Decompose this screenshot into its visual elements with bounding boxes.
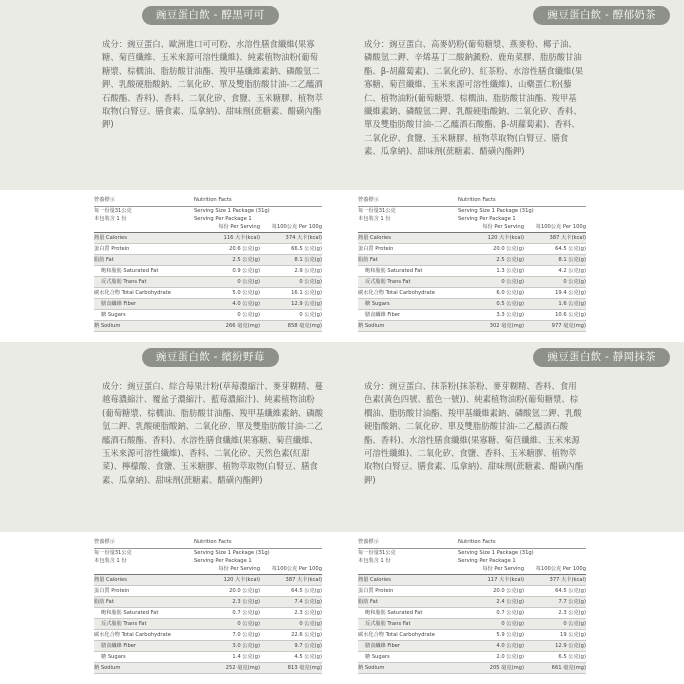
per-100g-value: 19 公克(g) (560, 632, 586, 638)
nutrient-name: 脂肪 Fat (358, 599, 378, 605)
nutrient-row (358, 652, 586, 663)
per-100g-value: 0 公克(g) (563, 279, 586, 285)
nutrient-name: 鈉 Sodium (94, 323, 121, 329)
nutrient-name: 脂肪 Fat (94, 257, 114, 263)
nutrient-name: 熱量 Calories (358, 235, 391, 241)
per-100g-value: 8.1 公克(g) (294, 257, 322, 263)
per-100g-value: 2.3 公克(g) (294, 610, 322, 616)
per-100g-value: 8.1 公克(g) (558, 257, 586, 263)
nutrition-label-zh: 本包裝含 1 份 (94, 216, 127, 222)
per-serving-value: 0 公克(g) (237, 312, 260, 318)
nutrient-name: 熱量 Calories (358, 577, 391, 583)
serving-size-row (94, 548, 322, 557)
per-100g-value: 12.9 公克(g) (291, 301, 322, 307)
per-serving-value: 205 毫克(mg) (489, 665, 524, 671)
nutrition-title-row (94, 196, 322, 204)
per-serving-value: 0.5 公克(g) (496, 301, 524, 307)
nutrition-label-zh: 營養標示 (94, 539, 115, 545)
per-serving-value: 252 毫克(mg) (225, 665, 260, 671)
nutrition-label-en: Serving Per Package 1 (194, 216, 252, 222)
nutrient-name: 反式脂肪 Trans Fat (101, 279, 147, 285)
per-serving-value: 2.5 公克(g) (232, 257, 260, 263)
per-100g-value: 813 毫克(mg) (287, 665, 322, 671)
nutrient-name: 鈉 Sodium (358, 665, 385, 671)
nutrient-row (94, 575, 322, 586)
nutrition-column-header (94, 223, 322, 233)
nutrient-row (94, 597, 322, 608)
nutrient-name: 反式脂肪 Trans Fat (365, 621, 411, 627)
nutrition-label-zh: 營養標示 (94, 197, 115, 203)
per-serving-value: 3.0 公克(g) (232, 643, 260, 649)
nutrient-name: 反式脂肪 Trans Fat (101, 621, 147, 627)
nutrient-row (358, 288, 586, 299)
ingredients-text: 成分：豌豆蛋白、抹茶粉(抹茶粉、麥芽糊精、香料、食用色素(黃色四號、藍色一號))、純素植物油粉(葡萄糖漿、棕櫚油、脂肪酸甘油酯、羧甲基纖維素鈉、磷酸氫二鉀、乳酸硬脂酸鈉、二氧化矽、單及雙脂肪酸甘油-二乙醯酒石酸酯、香料)、水溶性膳食纖維(果寡糖、菊苣纖維、玉米來源可溶性纖維)、二氧化矽、食鹽、香料、玉米糖膠、植物萃取物(白腎豆、膳食素、瓜拿納)、甜味劑(蔗糖素、醋磺內酯鉀) (364, 381, 584, 485)
nutrient-name: 脂肪 Fat (358, 257, 378, 263)
nutrient-name: 碳水化合物 Total Carbohydrate (358, 290, 435, 296)
nutrient-row (94, 619, 322, 630)
nutrition-label-zh: 每一份量31公克 (358, 208, 396, 214)
nutrient-name: 反式脂肪 Trans Fat (365, 279, 411, 285)
nutrition-label-zh: 每一份量31公克 (94, 208, 132, 214)
per-serving-value: 120 大卡(kcal) (223, 577, 260, 583)
per-serving-value: 4.0 公克(g) (496, 643, 524, 649)
per-serving-value: 20.0 公克(g) (493, 246, 524, 252)
column-spacer (358, 565, 458, 574)
column-spacer (94, 223, 194, 232)
per-serving-value: 1.4 公克(g) (232, 654, 260, 660)
per-100g-value: 0 公克(g) (299, 279, 322, 285)
per-100g-value: 7.7 公克(g) (558, 599, 586, 605)
per-serving-value: 7.0 公克(g) (232, 632, 260, 638)
per-100g-value: 977 毫克(mg) (551, 323, 586, 329)
per-100g-value: 7.4 公克(g) (294, 599, 322, 605)
per-100g-value: 2.3 公克(g) (558, 610, 586, 616)
nutrient-name: 糖 Sugars (365, 654, 390, 660)
per-100g-value: 19.4 公克(g) (555, 290, 586, 296)
per-100g-value: 0 公克(g) (299, 312, 322, 318)
per-100g-value: 374 大卡(kcal) (285, 235, 322, 241)
per-serving-value: 0 公克(g) (501, 621, 524, 627)
product-panel (342, 342, 684, 684)
column-spacer (358, 223, 458, 232)
ingredients-band (342, 342, 684, 532)
nutrition-table (358, 538, 586, 674)
nutrition-column-header (358, 565, 586, 575)
nutrient-row (94, 299, 322, 310)
nutrient-row (358, 575, 586, 586)
nutrient-name: 蛋白質 Protein (358, 246, 394, 252)
nutrient-name: 脂肪 Fat (94, 599, 114, 605)
per-100g-header: 每100公克 Per 100g (535, 566, 586, 572)
nutrient-row (358, 277, 586, 288)
per-serving-value: 0 公克(g) (237, 621, 260, 627)
product-title: 豌豆蛋白飲 - 醇黑可可 (142, 6, 279, 25)
nutrient-row (358, 630, 586, 641)
per-100g-value: 858 毫克(mg) (287, 323, 322, 329)
nutrition-label-en: Nutrition Facts (458, 197, 496, 203)
nutrient-row (94, 586, 322, 597)
servings-per-package-row (94, 215, 322, 223)
per-serving-value: 5.0 公克(g) (232, 290, 260, 296)
nutrition-label-en: Serving Size 1 Package (31g) (194, 208, 270, 214)
product-title: 豌豆蛋白飲 - 醇郁奶茶 (533, 6, 670, 25)
per-serving-header: 每份 Per Serving (482, 566, 524, 572)
product-panel (0, 0, 342, 342)
nutrient-row (358, 255, 586, 266)
nutrition-column-header (94, 565, 322, 575)
per-serving-value: 20.0 公克(g) (229, 588, 260, 594)
nutrient-name: 膳食纖維 Fiber (101, 643, 137, 649)
nutrient-row (358, 597, 586, 608)
nutrient-name: 熱量 Calories (94, 577, 127, 583)
nutrient-row (94, 663, 322, 674)
per-serving-value: 20.0 公克(g) (493, 588, 524, 594)
nutrition-label-en: Serving Per Package 1 (194, 558, 252, 564)
per-serving-value: 0 公克(g) (237, 279, 260, 285)
ingredients-band (0, 0, 342, 190)
per-serving-value: 302 毫克(mg) (489, 323, 524, 329)
nutrient-name: 碳水化合物 Total Carbohydrate (94, 632, 171, 638)
nutrition-title-row (94, 538, 322, 546)
per-100g-header: 每100公克 Per 100g (271, 566, 322, 572)
nutrient-name: 糖 Sugars (101, 654, 126, 660)
product-title: 豌豆蛋白飲 - 繽紛野莓 (142, 348, 279, 367)
ingredients-band (0, 342, 342, 532)
per-serving-value: 0 公克(g) (501, 279, 524, 285)
nutrition-column-header (358, 223, 586, 233)
per-serving-header: 每份 Per Serving (218, 224, 260, 230)
per-100g-value: 16.1 公克(g) (291, 290, 322, 296)
per-100g-value: 10.6 公克(g) (555, 312, 586, 318)
product-title: 豌豆蛋白飲 - 靜岡抹茶 (533, 348, 670, 367)
nutrient-name: 鈉 Sodium (94, 665, 121, 671)
per-100g-header: 每100公克 Per 100g (271, 224, 322, 230)
nutrition-label-zh: 本包裝含 1 份 (94, 558, 127, 564)
per-100g-value: 64.5 公克(g) (555, 588, 586, 594)
per-serving-header: 每份 Per Serving (218, 566, 260, 572)
nutrient-row (358, 310, 586, 321)
per-serving-value: 0.9 公克(g) (232, 268, 260, 274)
per-100g-value: 66.5 公克(g) (291, 246, 322, 252)
per-serving-value: 2.4 公克(g) (496, 599, 524, 605)
per-100g-value: 64.5 公克(g) (555, 246, 586, 252)
per-serving-value: 4.0 公克(g) (232, 301, 260, 307)
nutrient-row (94, 321, 322, 332)
nutrient-row (358, 244, 586, 255)
nutrient-row (358, 608, 586, 619)
per-100g-value: 22.6 公克(g) (291, 632, 322, 638)
per-100g-value: 1.6 公克(g) (558, 301, 586, 307)
per-100g-value: 387 大卡(kcal) (549, 235, 586, 241)
nutrient-row (94, 266, 322, 277)
nutrient-row (94, 277, 322, 288)
nutrient-name: 蛋白質 Protein (358, 588, 394, 594)
nutrient-name: 飽和脂肪 Saturated Fat (101, 610, 159, 616)
per-serving-value: 2.0 公克(g) (496, 654, 524, 660)
nutrient-name: 蛋白質 Protein (94, 588, 130, 594)
per-100g-value: 64.5 公克(g) (291, 588, 322, 594)
nutrient-name: 糖 Sugars (365, 301, 390, 307)
per-100g-value: 12.9 公克(g) (555, 643, 586, 649)
nutrition-label-en: Serving Size 1 Package (31g) (194, 550, 270, 556)
per-100g-value: 4.2 公克(g) (558, 268, 586, 274)
per-100g-value: 4.5 公克(g) (294, 654, 322, 660)
per-100g-value: 0 公克(g) (563, 621, 586, 627)
nutrient-row (358, 321, 586, 332)
serving-size-row (94, 206, 322, 215)
nutrition-label-zh: 營養標示 (358, 197, 379, 203)
nutrition-table (358, 196, 586, 332)
nutrition-table (94, 538, 322, 674)
per-serving-header: 每份 Per Serving (482, 224, 524, 230)
nutrition-label-zh: 營養標示 (358, 539, 379, 545)
nutrient-name: 蛋白質 Protein (94, 246, 130, 252)
nutrition-label-zh: 本包裝含 1 份 (358, 558, 391, 564)
nutrition-label-zh: 每一份量31公克 (94, 550, 132, 556)
servings-per-package-row (358, 215, 586, 223)
nutrient-row (358, 586, 586, 597)
nutrition-label-zh: 每一份量31公克 (358, 550, 396, 556)
nutrition-table (94, 196, 322, 332)
nutrient-name: 膳食纖維 Fiber (101, 301, 137, 307)
nutrition-label-en: Nutrition Facts (194, 539, 232, 545)
nutrient-row (358, 663, 586, 674)
nutrition-label-en: Serving Per Package 1 (458, 558, 516, 564)
nutrient-name: 飽和脂肪 Saturated Fat (365, 610, 423, 616)
servings-per-package-row (358, 557, 586, 565)
per-100g-value: 9.7 公克(g) (294, 643, 322, 649)
per-100g-value: 377 大卡(kcal) (549, 577, 586, 583)
nutrient-row (358, 266, 586, 277)
nutrition-title-row (358, 538, 586, 546)
nutrient-row (94, 255, 322, 266)
per-serving-value: 3.3 公克(g) (496, 312, 524, 318)
per-100g-value: 6.5 公克(g) (558, 654, 586, 660)
product-panel (342, 0, 684, 342)
nutrition-label-en: Serving Size 1 Package (31g) (458, 208, 534, 214)
nutrition-label-en: Serving Per Package 1 (458, 216, 516, 222)
nutrition-label-en: Serving Size 1 Package (31g) (458, 550, 534, 556)
nutrient-name: 糖 Sugars (101, 312, 126, 318)
nutrient-row (94, 652, 322, 663)
per-serving-value: 0.7 公克(g) (496, 610, 524, 616)
per-100g-value: 2.9 公克(g) (294, 268, 322, 274)
nutrient-row (94, 244, 322, 255)
per-serving-value: 2.5 公克(g) (496, 257, 524, 263)
nutrient-row (94, 288, 322, 299)
serving-size-row (358, 206, 586, 215)
nutrient-row (94, 310, 322, 321)
nutrient-row (358, 641, 586, 652)
nutrient-name: 碳水化合物 Total Carbohydrate (94, 290, 171, 296)
per-100g-value: 0 公克(g) (299, 621, 322, 627)
per-serving-value: 2.3 公克(g) (232, 599, 260, 605)
per-100g-header: 每100公克 Per 100g (535, 224, 586, 230)
per-100g-value: 661 毫克(mg) (551, 665, 586, 671)
ingredients-text: 成分：豌豆蛋白、綜合莓果汁粉(草莓濃縮汁、麥芽糊精、蔓越莓濃縮汁、覆盆子濃縮汁、藍莓濃縮汁)、純素植物油粉(葡萄糖漿、棕櫚油、脂肪酸甘油酯、羧甲基纖維素鈉、磷酸氫二鉀、乳酸硬脂酸鈉、二氧化矽、單及雙脂肪酸甘油-二乙醯酒石酸酯、香料)、水溶性膳食纖維(果寡糖、菊苣纖維、玉米來源可溶性纖維)、香料、二氧化矽、天然色素(紅甜菜)、檸檬酸、食鹽、玉米糖膠、植物萃取物(白腎豆、膳食素、瓜拿納)、甜味劑(蔗糖素、醋磺內酯鉀) (102, 381, 324, 485)
per-serving-value: 116 大卡(kcal) (223, 235, 260, 241)
per-serving-value: 6.0 公克(g) (496, 290, 524, 296)
nutrient-name: 膳食纖維 Fiber (365, 312, 401, 318)
nutrient-row (94, 608, 322, 619)
nutrient-row (358, 619, 586, 630)
nutrition-label-en: Nutrition Facts (194, 197, 232, 203)
nutrient-name: 熱量 Calories (94, 235, 127, 241)
ingredients-band (342, 0, 684, 190)
nutrient-row (94, 641, 322, 652)
nutrient-name: 膳食纖維 Fiber (365, 643, 401, 649)
nutrient-row (94, 630, 322, 641)
per-100g-value: 387 大卡(kcal) (285, 577, 322, 583)
per-serving-value: 20.6 公克(g) (229, 246, 260, 252)
nutrition-title-row (358, 196, 586, 204)
nutrient-name: 鈉 Sodium (358, 323, 385, 329)
per-serving-value: 0.7 公克(g) (232, 610, 260, 616)
ingredients-text: 成分：豌豆蛋白、歐洲進口可可粉、水溶性膳食纖維(果寡糖、菊苣纖維、玉米來源可溶性纖維)、純素植物油粉(葡萄糖漿、棕櫚油、脂肪酸甘油酯、羧甲基纖維素鈉、磷酸氫二鉀、乳酸硬脂酸鈉、二氧化矽、單及雙脂肪酸甘油-二乙醯酒石酸酯、香料)、香料、二氧化矽、食鹽、玉米糖膠、植物萃取物(白腎豆、膳食素、瓜拿納)、甜味劑(蔗糖素、醋磺內酯鉀) (102, 39, 324, 130)
nutrient-name: 飽和脂肪 Saturated Fat (101, 268, 159, 274)
per-serving-value: 1.3 公克(g) (496, 268, 524, 274)
nutrient-row (358, 299, 586, 310)
column-spacer (94, 565, 194, 574)
serving-size-row (358, 548, 586, 557)
product-panel (0, 342, 342, 684)
per-serving-value: 117 大卡(kcal) (487, 577, 524, 583)
per-serving-value: 120 大卡(kcal) (487, 235, 524, 241)
nutrient-row (358, 233, 586, 244)
per-serving-value: 266 毫克(mg) (225, 323, 260, 329)
nutrient-name: 碳水化合物 Total Carbohydrate (358, 632, 435, 638)
nutrient-name: 飽和脂肪 Saturated Fat (365, 268, 423, 274)
nutrient-row (94, 233, 322, 244)
nutrition-label-zh: 本包裝含 1 份 (358, 216, 391, 222)
servings-per-package-row (94, 557, 322, 565)
nutrition-label-en: Nutrition Facts (458, 539, 496, 545)
per-serving-value: 5.9 公克(g) (496, 632, 524, 638)
ingredients-text: 成分：豌豆蛋白、高麥奶粉(葡萄糖漿、燕麥粉、椰子油、磷酸氫二鉀、辛烯基丁二酸鈉澱粉、鹿角菜膠、脂肪酸甘油酯、β-胡蘿蔔素)、二氧化矽)、紅茶粉、水溶性膳食纖維(果寡糖、菊苣纖維、玉米來源可溶性纖維)、山藥蛋仁粉(藜仁、植物油粉(葡萄糖漿、棕櫚油、脂肪酸甘油酯、羧甲基纖維素鈉、磷酸氫二鉀、乳酸硬脂酸鈉、二氧化矽、香料、單及雙脂肪酸甘油-二乙醯酒石酸酯、β-胡蘿蔔素)、香料、二氧化矽、食鹽、玉米糖膠、植物萃取物(白腎豆、膳食素、瓜拿納)、甜味劑(蔗糖素、醋磺內酯鉀) (364, 39, 584, 157)
